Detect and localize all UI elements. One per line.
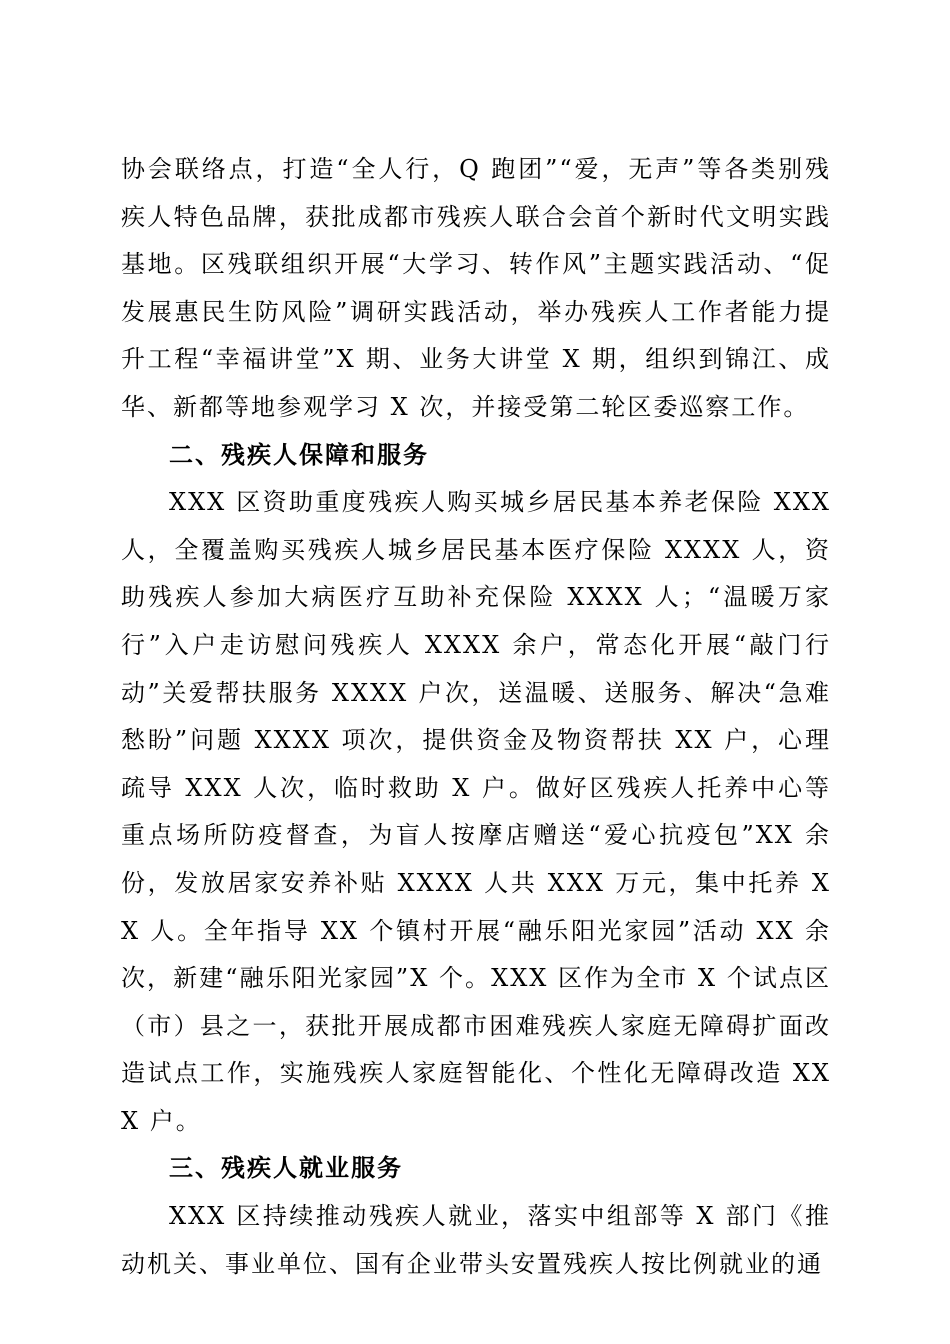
paragraph-section-3-body: XXX 区持续推动残疾人就业，落实中组部等 X 部门《推动机关、事业单位、国有企业带头安置残疾人按比例就业的通	[121, 1202, 831, 1278]
paragraph-section-2-body: XXX 区资助重度残疾人购买城乡居民基本养老保险 XXX 人，全覆盖购买残疾人城乡居民基本医疗保险 XXXX 人，资助残疾人参加大病医疗互助补充保险 XXXX 人；“温暖万家行”入户走访慰问残疾人 XXXX 余户，常态化开展“敲门行动”关爱帮扶服务 XXXX 户次，送温暖、送服务、解决“急难愁盼”问题 XXXX 项次，提供资金及物资帮扶 XX 户，心理疏导 XXX 人次，临时救助 X 户。做好区残疾人托养中心等重点场所防疫督查，为盲人按摩店赠送“爱心抗疫包”XX 余份，发放居家安养补贴 XXXX 人共 XXX 万元，集中托养 XX 人。全年指导 XX 个镇村开展“融乐阳光家园”活动 XX 余次，新建“融乐阳光家园”X 个。XXX 区作为全市 X 个试点区（市）县之一，获批开展成都市困难残疾人家庭无障碍扩面改造试点工作，实施残疾人家庭智能化、个性化无障碍改造 XXX 户。	[121, 488, 831, 1135]
paragraph-continuation: 协会联络点，打造“全人行，Q 跑团”“爱，无声”等各类别残疾人特色品牌，获批成都市残疾人联合会首个新时代文明实践基地。区残联组织开展“大学习、转作风”主题实践活动、“促发展惠民生防风险”调研实践活动，举办残疾人工作者能力提升工程“幸福讲堂”X 期、业务大讲堂 X 期，组织到锦江、成华、新都等地参观学习 X 次，并接受第二轮区委巡察工作。	[121, 155, 831, 421]
section-heading-3: 三、残疾人就业服务	[169, 1155, 403, 1183]
section-heading-2: 二、残疾人保障和服务	[169, 441, 429, 469]
